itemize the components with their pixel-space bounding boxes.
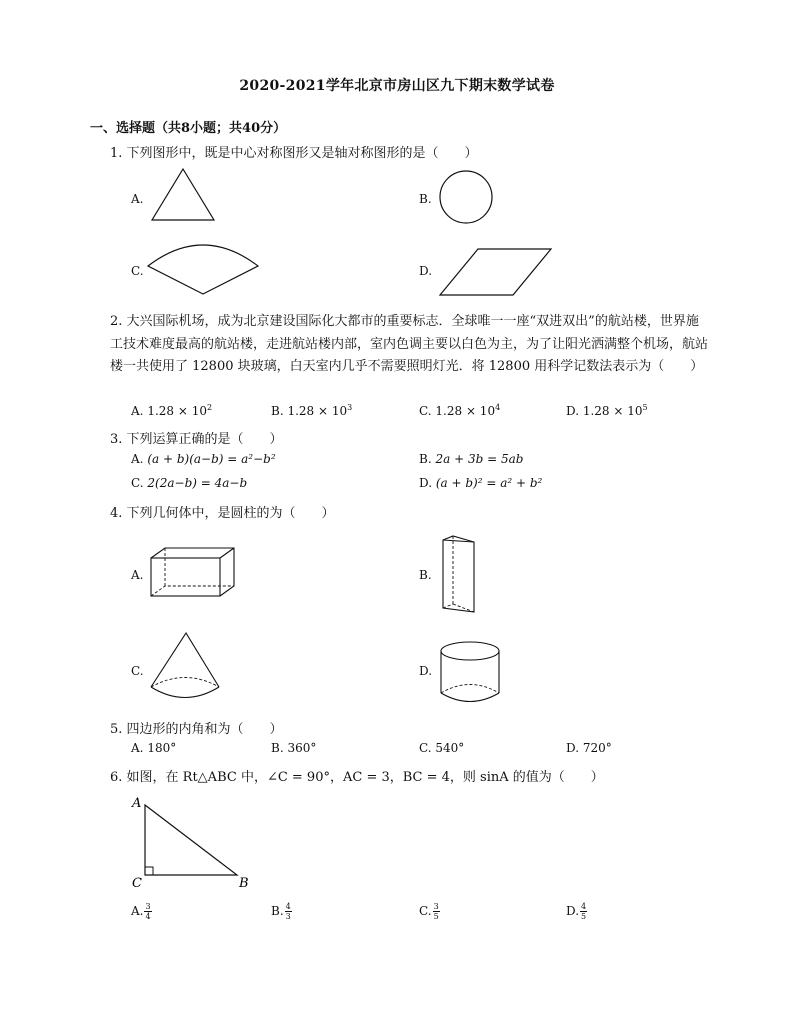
q6-option-a [131,902,152,921]
q5-option-a [131,741,176,755]
option-label: D. [566,904,580,918]
q1-label-a: A. [131,192,144,206]
q2-option-d [566,403,648,418]
option-label: C. [419,904,432,918]
option-label: C. [419,741,432,755]
option-value: 1.28 × 10 [435,404,496,418]
q6-option-d [566,902,587,921]
q1-circle-shape [438,170,498,230]
q4-label-c: C. [131,664,144,678]
q5-stem: 5. 四边形的内角和为（ ） [110,722,283,737]
q3-option-c [131,476,247,490]
q1-triangle-shape [150,165,220,225]
option-exponent: 2 [206,403,213,412]
option-label: B. [419,452,432,466]
q4-cylinder-shape [438,640,506,705]
q4-cone-shape [148,630,223,702]
option-value: 540° [435,741,465,755]
option-label: C. [419,404,432,418]
q4-triangular-prism-shape [440,534,480,616]
q1-label-d: D. [419,264,433,278]
option-value: 1.28 × 10 [582,404,643,418]
option-value: 2a + 3b = 5ab [435,452,524,466]
option-value: 360° [287,741,317,755]
option-label: D. [566,741,580,755]
q6-option-c [419,902,440,921]
option-exponent: 3 [347,403,353,412]
q2-option-c [419,403,500,418]
q3-option-a [131,452,276,466]
option-exponent: 4 [495,403,501,412]
option-label: A. [131,404,144,418]
option-value: (a + b)² = a² + b² [435,476,543,490]
q1-parallelogram-shape [438,246,558,298]
option-value: 2(2a−b) = 4a−b [147,476,248,490]
option-value: (a + b)(a−b) = a²−b² [147,452,276,466]
option-label: A. [131,741,144,755]
q3-stem: 3. 下列运算正确的是（ ） [110,432,283,447]
q4-stem: 4. 下列几何体中，是圆柱的为（ ） [110,506,335,521]
option-fraction: $\frac{4}{3}$ [285,902,291,921]
q2-option-a [131,403,212,418]
option-value: 180° [147,741,177,755]
q6-stem: 6. 如图，在 Rt△ABC 中，∠C = 90°，AC = 3，BC = 4，则 sinA 的值为（ ） [110,770,604,785]
option-label: A. [131,452,144,466]
q6-right-triangle-figure [128,795,258,890]
q4-rectangular-prism-shape [148,545,243,600]
option-label: D. [566,404,580,418]
q2-option-b [271,403,352,418]
q5-option-b [271,741,316,755]
section-heading: 一、选择题（共8小题；共40分） [90,121,287,136]
option-label: B. [271,741,284,755]
q5-option-c [419,741,464,755]
q2-stem: 2. 大兴国际机场，成为北京建设国际化大都市的重要标志．全球唯一一座“双进双出”的航站楼，世界施工技术难度最高的航站楼，走进航站楼内部，室内色调主要以白色为主，为了让阳光洒满整个机场，航站楼一共使用了 12800 块玻璃，白天室内几乎不需要照明灯光．将 12800 用科学记数法表示为（ ） [110,314,709,374]
page-title: 2020-2021学年北京市房山区九下期末数学试卷 [239,78,555,94]
q4-label-b: B. [419,568,432,582]
q5-option-d [566,741,612,755]
option-exponent: 5 [642,403,648,412]
vertex-b-label: B [239,876,249,891]
option-fraction: $\frac{4}{5}$ [581,902,587,921]
option-label: B. [271,904,284,918]
q3-option-d [419,476,542,490]
option-label: B. [271,404,284,418]
q1-label-b: B. [419,192,432,206]
q4-label-d: D. [419,664,433,678]
option-label: D. [419,476,433,490]
q1-stem: 1. 下列图形中，既是中心对称图形又是轴对称图形的是（ ） [110,146,478,161]
option-fraction: $\frac{3}{5}$ [433,902,439,921]
option-fraction: $\frac{3}{4}$ [145,902,151,921]
vertex-c-label: C [132,876,142,891]
q4-label-a: A. [131,568,144,582]
q3-option-b [419,452,523,466]
option-label: A. [131,904,144,918]
option-value: 1.28 × 10 [287,404,348,418]
vertex-a-label: A [132,796,142,811]
option-value: 720° [582,741,612,755]
option-label: C. [131,476,144,490]
option-value: 1.28 × 10 [147,404,207,418]
q1-label-c: C. [131,264,144,278]
q1-sector-shape [145,238,265,300]
q6-option-b [271,902,292,921]
